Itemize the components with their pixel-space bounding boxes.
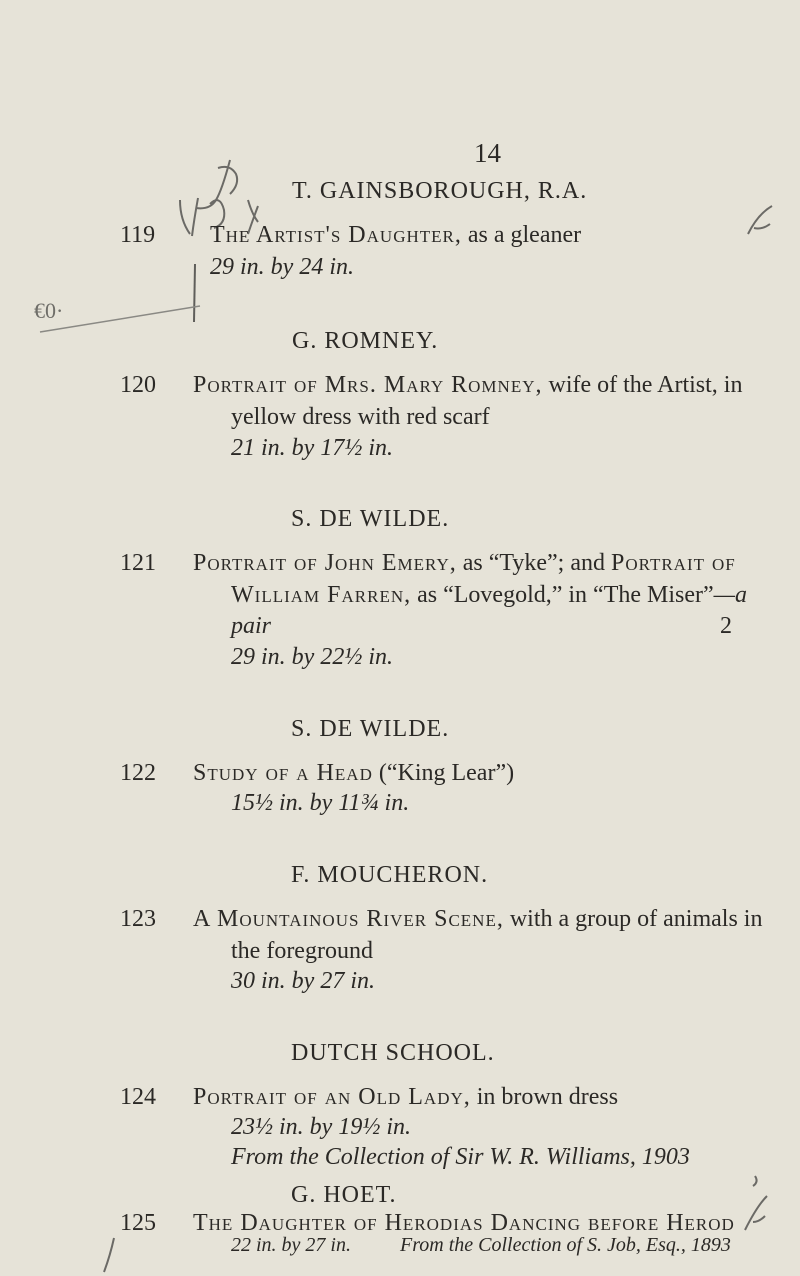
lot-title-caps: Study of a Head: [193, 760, 373, 786]
lot-dimensions: 22 in. by 27 in.: [231, 1234, 351, 1256]
lot-dimensions: 15½ in. by 11¾ in.: [231, 790, 410, 816]
lot-dimensions: 29 in. by 22½ in.: [231, 644, 393, 670]
lot-title-caps: Portrait of an Old Lady,: [193, 1084, 471, 1110]
artist-heading: S. DE WILDE.: [291, 506, 450, 532]
handwritten-underline: [30, 296, 210, 346]
lot-title-continued: [231, 582, 747, 609]
page-number: 14: [474, 138, 501, 168]
lot-title-rest: as a gleaner: [461, 222, 582, 248]
lot-title: [193, 906, 762, 933]
lot-number: 123: [120, 906, 156, 932]
handwritten-mark-lower-right: [735, 1170, 775, 1240]
lot-count: 2: [720, 613, 732, 639]
lot-title-caps: Portrait of Mrs. Mary Romney,: [193, 372, 543, 398]
lot-number: 121: [120, 550, 156, 576]
lot-title-continued: the foreground: [231, 938, 373, 964]
lot-number: 120: [120, 372, 156, 398]
lot-title: [193, 550, 736, 577]
lot-title-continued: yellow dress with red scarf: [231, 404, 490, 430]
lot-number: 124: [120, 1084, 156, 1110]
artist-heading: F. MOUCHERON.: [291, 862, 489, 888]
lot-title-rest: as “Tyke”; and: [456, 550, 611, 576]
lot-title-rest: (“King Lear”): [372, 760, 515, 786]
lot-number: 122: [120, 760, 156, 786]
lot-title-caps: Portrait of John Emery,: [193, 550, 457, 576]
lot-dimensions: 23½ in. by 19½ in.: [231, 1114, 411, 1140]
lot-title-caps: The Daughter of Herodias Dancing before Herod: [193, 1210, 735, 1236]
lot-number: 119: [120, 222, 156, 248]
lot-dimensions: 29 in. by 24 in.: [210, 254, 354, 280]
lot-dimensions: 21 in. by 17½ in.: [231, 435, 393, 461]
svg-text:€0·: €0·: [34, 298, 64, 323]
lot-title-caps: The Artist's Daughter,: [210, 222, 462, 248]
lot-title-italic: —a: [713, 582, 748, 608]
lot-title-rest: wife of the Artist, in: [542, 372, 743, 398]
lot-title: [193, 760, 514, 787]
lot-provenance: From the Collection of Sir W. R. Williams, 1903: [231, 1144, 690, 1170]
lot-number: 125: [120, 1210, 156, 1236]
lot-title-caps-second: Portrait of: [611, 550, 736, 576]
lot-provenance: From the Collection of S. Job, Esq., 1893: [400, 1234, 731, 1256]
lot-title: [193, 1210, 735, 1237]
handwritten-mark-lower-left: [100, 1236, 120, 1276]
lot-title-caps: William Farren,: [231, 582, 412, 608]
lot-title-rest: in brown dress: [470, 1084, 619, 1110]
artist-heading: DUTCH SCHOOL.: [291, 1040, 495, 1066]
artist-heading: G. ROMNEY.: [292, 328, 439, 354]
lot-title: [193, 1084, 618, 1111]
artist-heading: G. HOET.: [291, 1182, 397, 1208]
lot-title: [210, 222, 581, 249]
lot-title-rest: with a group of animals in: [503, 906, 763, 932]
lot-title-caps: A Mountainous River Scene,: [193, 906, 504, 932]
lot-pair-label: pair: [231, 613, 272, 639]
lot-title-rest: as “Lovegold,” in “The Miser”: [411, 582, 714, 608]
artist-heading: S. DE WILDE.: [291, 716, 450, 742]
handwritten-mark-right: [742, 200, 778, 240]
artist-heading: T. GAINSBOROUGH, R.A.: [292, 178, 588, 204]
lot-title: [193, 372, 742, 399]
lot-dimensions: 30 in. by 27 in.: [231, 968, 375, 994]
